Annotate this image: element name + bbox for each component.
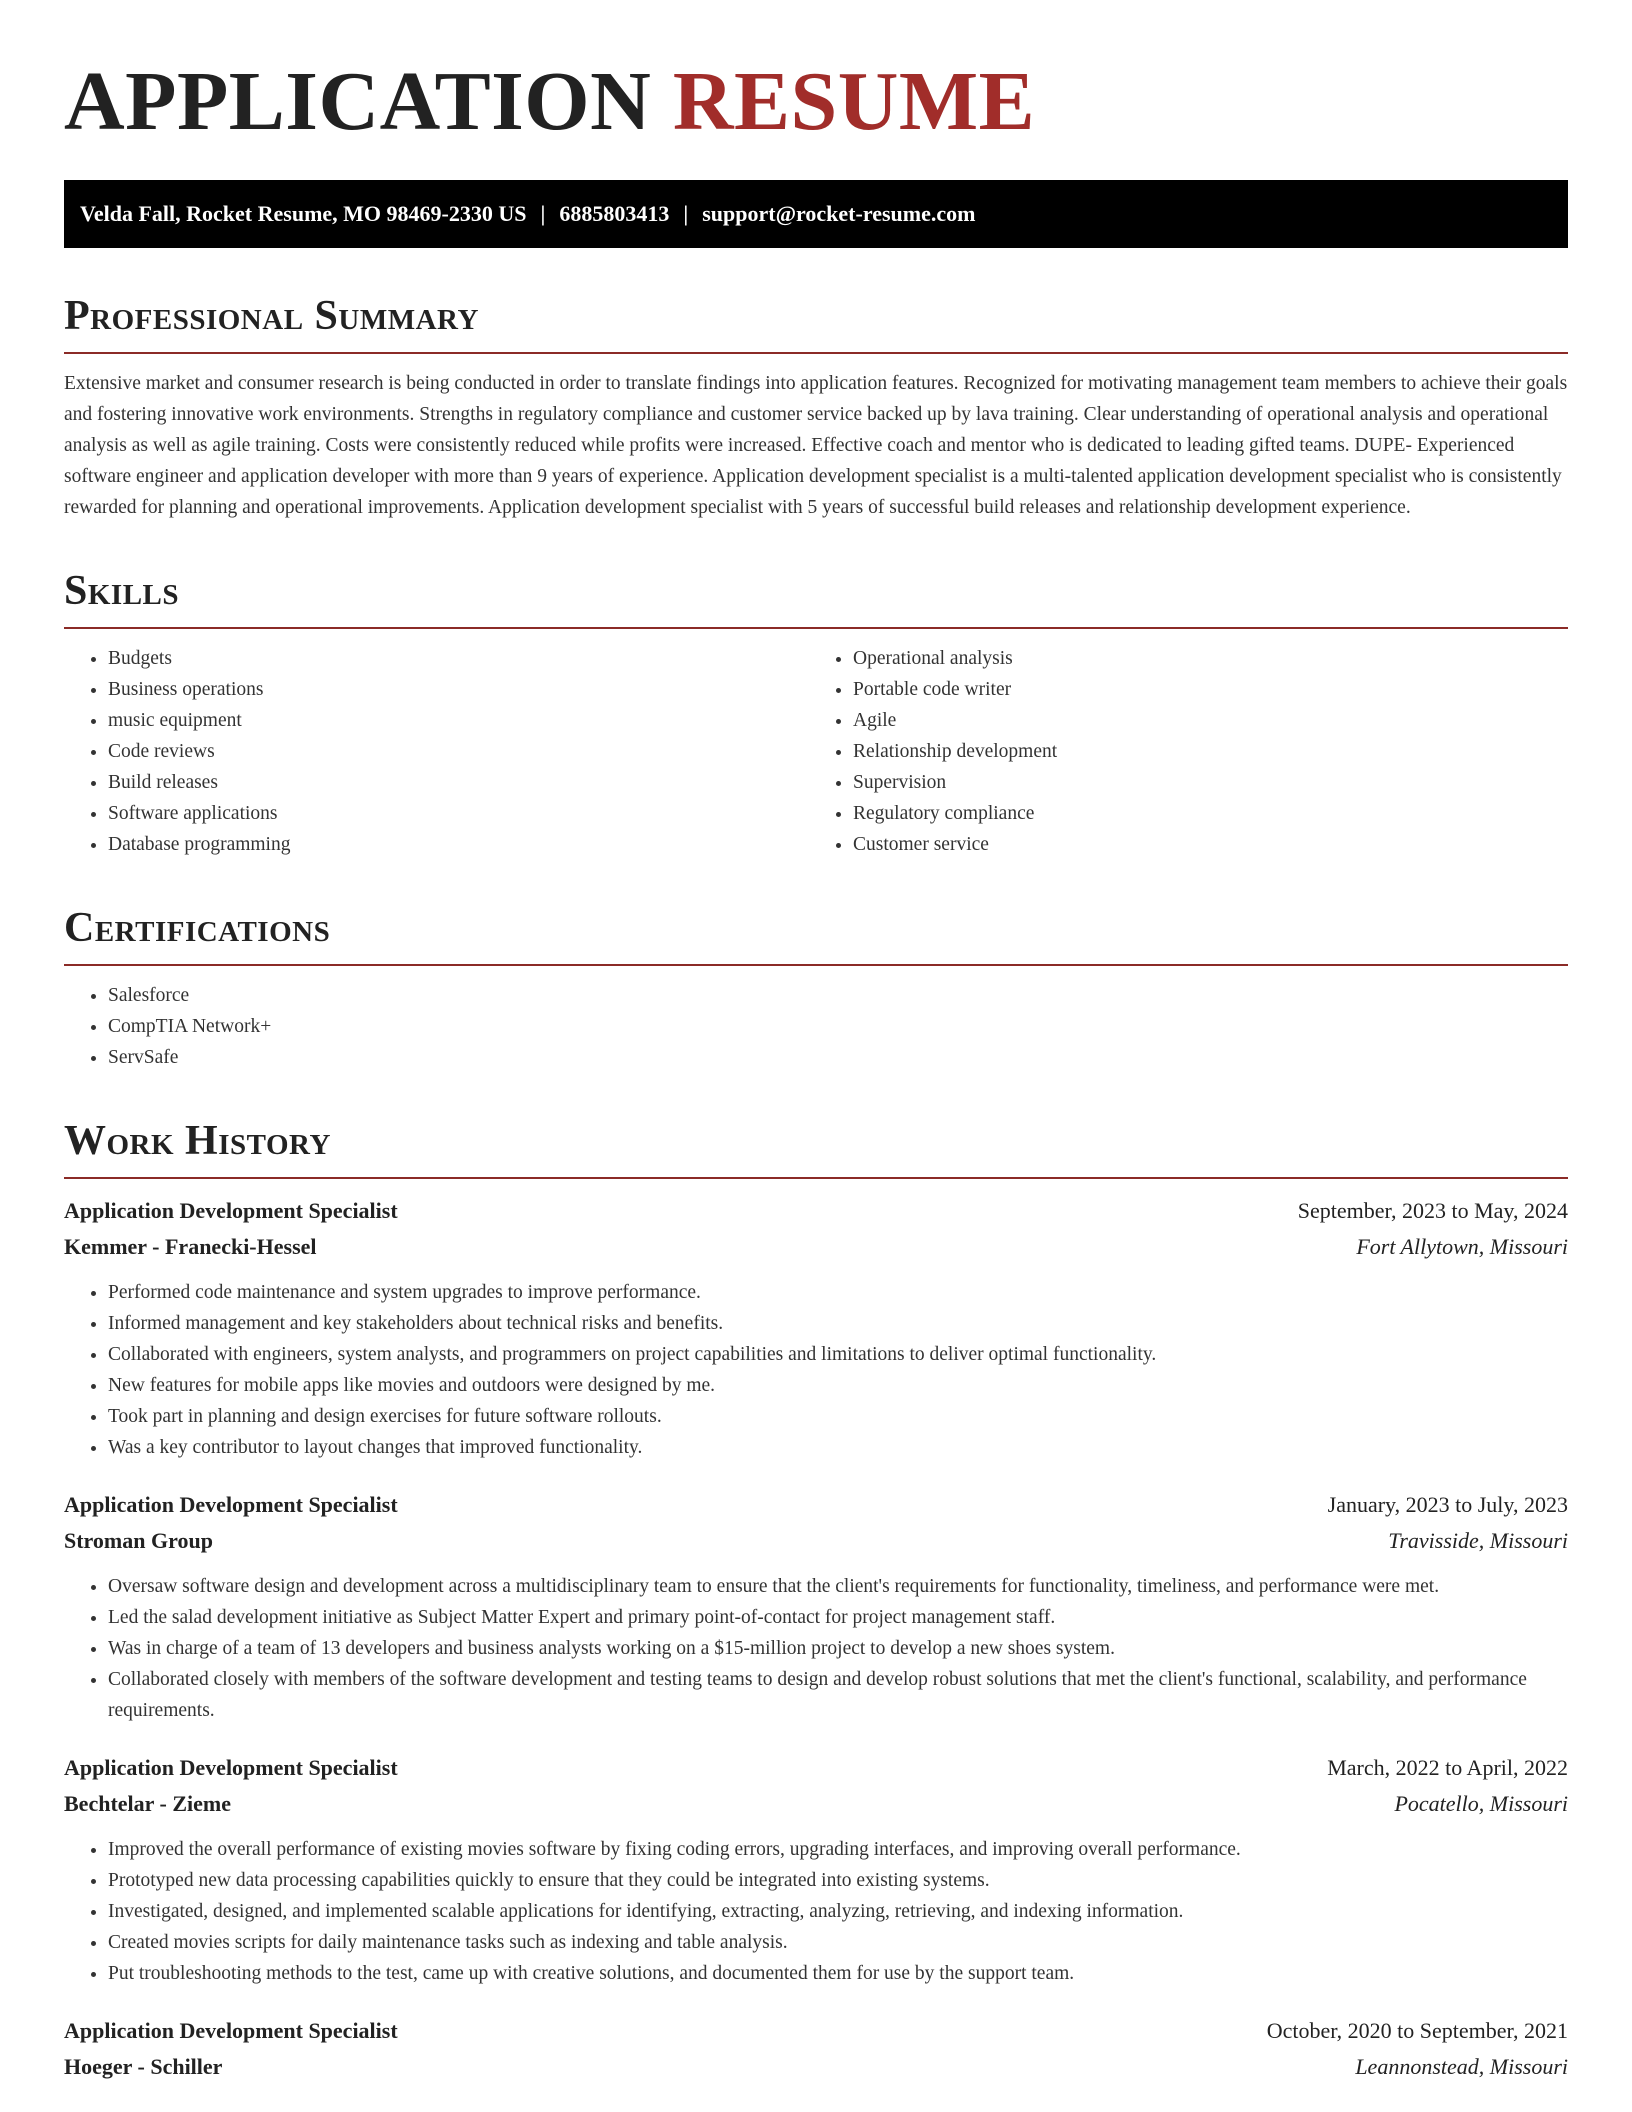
summary-section — [64, 290, 1568, 523]
job-bullet: • Collaborated with engineers, system analysts, and programmers on project capabilities and limitations to deliver optimal functionality. — [108, 1339, 1568, 1370]
section-divider — [64, 964, 1568, 966]
certification-item: • CompTIA Network+ — [108, 1011, 1568, 1042]
job-company: Stroman Group — [64, 1528, 213, 1553]
job-bullet: • Was a key contributor to layout changes that improved functionality. — [108, 1432, 1568, 1463]
job-bullet: • Collaborated closely with members of the software development and testing teams to design and develop robust solutions that met the client's functional, scalability, and performance requirements. — [108, 1664, 1568, 1726]
job-bullets — [64, 1277, 1568, 1463]
job-title: Application Development Specialist — [64, 2018, 398, 2043]
title-accent: RESUME — [672, 55, 1036, 148]
skill-item: • Operational analysis — [853, 643, 1568, 674]
job-dates: October, 2020 to September, 2021 — [1266, 2018, 1568, 2043]
skill-item: • music equipment — [108, 705, 823, 736]
contact-address: Velda Fall, Rocket Resume, MO 98469-2330 US — [80, 201, 527, 226]
job-bullet: • Oversaw software design and development across a multidisciplinary team to ensure that the client's requirements for functionality, timeliness, and performance were met. — [108, 1571, 1568, 1602]
contact-separator: | — [540, 201, 546, 226]
job-entry — [64, 1750, 1568, 1989]
job-entry — [64, 2013, 1568, 2085]
job-bullet: • Led the salad development initiative as Subject Matter Expert and primary point-of-contact for project management staff. — [108, 1602, 1568, 1633]
job-header-row — [64, 2013, 1568, 2049]
section-divider — [64, 627, 1568, 629]
job-company: Hoeger - Schiller — [64, 2054, 223, 2079]
job-title: Application Development Specialist — [64, 1198, 398, 1223]
title-main: APPLICATION — [64, 55, 652, 148]
job-location: Pocatello, Missouri — [1394, 1791, 1568, 1816]
job-company-row — [64, 1523, 1568, 1559]
work-history-section — [64, 1115, 1568, 2085]
contact-bar — [64, 180, 1568, 248]
skill-item: • Build releases — [108, 767, 823, 798]
skills-grid — [64, 643, 1568, 860]
job-bullet: • Investigated, designed, and implemented scalable applications for identifying, extracting, analyzing, retrieving, and indexing information. — [108, 1896, 1568, 1927]
job-bullets — [64, 1571, 1568, 1726]
job-location: Leannonstead, Missouri — [1355, 2054, 1568, 2079]
resume-title — [64, 52, 1568, 152]
skill-item: • Supervision — [853, 767, 1568, 798]
skill-item: • Budgets — [108, 643, 823, 674]
job-bullet: • Performed code maintenance and system upgrades to improve performance. — [108, 1277, 1568, 1308]
section-heading: Professional Summary — [64, 293, 479, 339]
job-bullet: • Was in charge of a team of 13 developers and business analysts working on a $15-million project to develop a new shoes system. — [108, 1633, 1568, 1664]
skill-item: • Agile — [853, 705, 1568, 736]
job-header-row — [64, 1193, 1568, 1229]
job-bullets — [64, 1834, 1568, 1989]
job-bullet: • New features for mobile apps like movies and outdoors were designed by me. — [108, 1370, 1568, 1401]
skills-list-left — [64, 643, 823, 860]
skill-item: • Relationship development — [853, 736, 1568, 767]
job-company-row — [64, 1786, 1568, 1822]
job-header-row — [64, 1487, 1568, 1523]
section-divider — [64, 1177, 1568, 1179]
job-bullet: • Took part in planning and design exercises for future software rollouts. — [108, 1401, 1568, 1432]
section-heading: Certifications — [64, 905, 331, 951]
contact-phone: 6885803413 — [559, 201, 670, 226]
skills-list-right — [823, 643, 1568, 860]
job-bullet: • Informed management and key stakeholders about technical risks and benefits. — [108, 1308, 1568, 1339]
job-header-row — [64, 1750, 1568, 1786]
skill-item: • Regulatory compliance — [853, 798, 1568, 829]
job-bullet: • Improved the overall performance of existing movies software by fixing coding errors, upgrading interfaces, and improving overall performance. — [108, 1834, 1568, 1865]
job-entry — [64, 1193, 1568, 1463]
job-dates: March, 2022 to April, 2022 — [1327, 1755, 1568, 1780]
certifications-section — [64, 902, 1568, 1073]
job-entry — [64, 1487, 1568, 1726]
job-bullet: • Prototyped new data processing capabilities quickly to ensure that they could be integrated into existing systems. — [108, 1865, 1568, 1896]
certification-item: • Salesforce — [108, 980, 1568, 1011]
summary-text: Extensive market and consumer research is being conducted in order to translate findings into application features. Recognized for motivating management team members to achieve their goals and fostering innovative work environments. Strengths in regulatory compliance and customer service backed up by lava training. Clear understanding of operational analysis and operational analysis as well as agile training. Costs were consistently reduced while profits were increased. Effective coach and mentor who is dedicated to leading gifted teams. DUPE- Experienced software engineer and application developer with more than 9 years of experience. Application development specialist is a multi-talented application development specialist who is consistently rewarded for planning and operational improvements. Application development specialist with 5 years of successful build releases and relationship development experience. — [64, 373, 1568, 518]
skill-item: • Customer service — [853, 829, 1568, 860]
certification-item: • ServSafe — [108, 1042, 1568, 1073]
skill-item: • Database programming — [108, 829, 823, 860]
job-dates: September, 2023 to May, 2024 — [1297, 1198, 1568, 1223]
job-location: Travisside, Missouri — [1388, 1528, 1568, 1553]
job-dates: January, 2023 to July, 2023 — [1327, 1492, 1568, 1517]
job-company: Bechtelar - Zieme — [64, 1791, 231, 1816]
job-company: Kemmer - Franecki-Hessel — [64, 1234, 317, 1259]
section-divider — [64, 352, 1568, 354]
job-company-row — [64, 1229, 1568, 1265]
skill-item: • Portable code writer — [853, 674, 1568, 705]
skill-item: • Software applications — [108, 798, 823, 829]
section-heading: Skills — [64, 568, 180, 614]
section-heading: Work History — [64, 1118, 331, 1164]
contact-separator: | — [683, 201, 689, 226]
skill-item: • Business operations — [108, 674, 823, 705]
contact-email[interactable]: support@rocket-resume.com — [702, 201, 976, 226]
job-title: Application Development Specialist — [64, 1755, 398, 1780]
certifications-list — [64, 980, 1568, 1073]
job-bullet: • Created movies scripts for daily maintenance tasks such as indexing and table analysis. — [108, 1927, 1568, 1958]
job-location: Fort Allytown, Missouri — [1356, 1234, 1568, 1259]
job-bullet: • Put troubleshooting methods to the test, came up with creative solutions, and documented them for use by the support team. — [108, 1958, 1568, 1989]
job-title: Application Development Specialist — [64, 1492, 398, 1517]
skills-section — [64, 565, 1568, 860]
job-company-row — [64, 2049, 1568, 2085]
skill-item: • Code reviews — [108, 736, 823, 767]
